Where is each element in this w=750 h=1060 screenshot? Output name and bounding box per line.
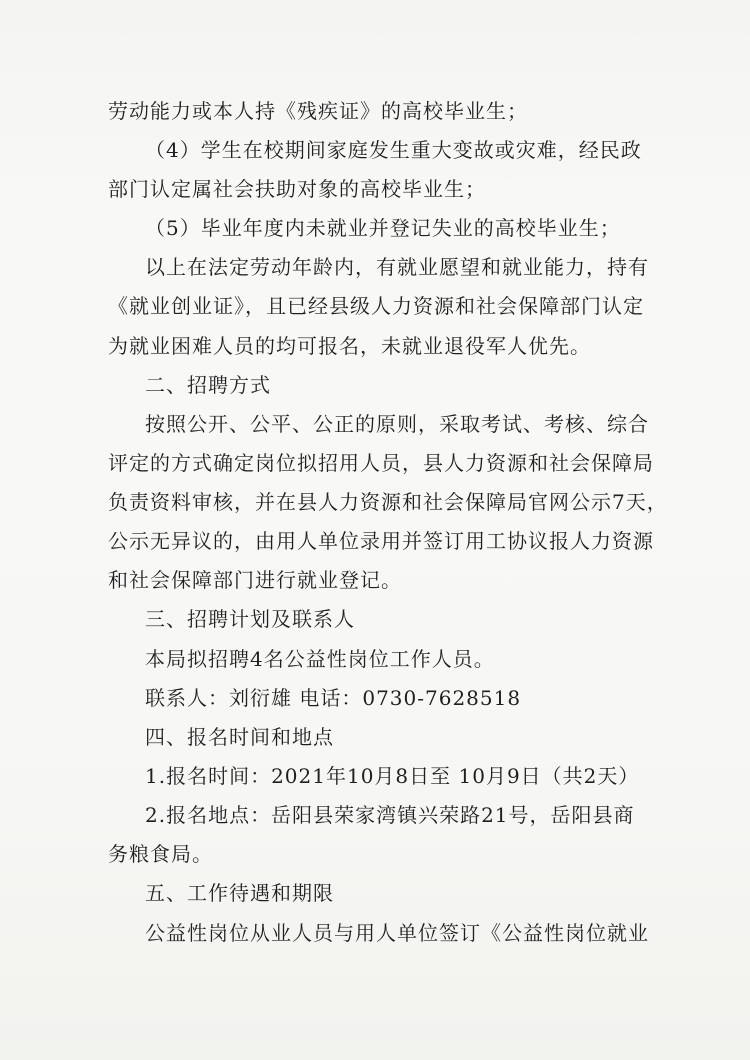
paragraph-line: 本局拟招聘4名公益性岗位工作人员。 xyxy=(145,647,495,671)
list-item-4-line-1: （4）学生在校期间家庭发生重大变故或灾难，经民政 xyxy=(145,138,642,162)
section-heading-registration: 四、报名时间和地点 xyxy=(145,725,334,749)
paragraph-line: 《就业创业证》，且已经县级人力资源和社会保障部门认定 xyxy=(108,294,644,318)
registration-location-line-1: 2.报名地点：岳阳县荣家湾镇兴荣路21号，岳阳县商 xyxy=(145,803,635,827)
registration-location-line-2: 务粮食局。 xyxy=(108,842,213,866)
contact-line: 联系人：刘衍雄 电话：0730-7628518 xyxy=(145,686,522,710)
paragraph-line: 负责资料审核，并在县人力资源和社会保障局官网公示7天， xyxy=(108,490,668,514)
paragraph-line: 按照公开、公平、公正的原则，采取考试、考核、综合 xyxy=(145,412,649,436)
section-heading-treatment-period: 五、工作待遇和期限 xyxy=(145,881,334,905)
list-item-4-line-2: 部门认定属社会扶助对象的高校毕业生； xyxy=(108,177,486,201)
section-heading-recruitment-plan: 三、招聘计划及联系人 xyxy=(145,607,355,631)
paragraph-line: 劳动能力或本人持《残疾证》的高校毕业生； xyxy=(108,99,528,123)
section-heading-recruitment-method: 二、招聘方式 xyxy=(145,373,271,397)
registration-time: 1.报名时间：2021年10月8日至 10月9日（共2天） xyxy=(145,764,640,788)
paragraph-line: 以上在法定劳动年龄内，有就业愿望和就业能力，持有 xyxy=(145,255,649,279)
paragraph-line: 为就业困难人员的均可报名，未就业退役军人优先。 xyxy=(108,334,591,358)
paragraph-line: 和社会保障部门进行就业登记。 xyxy=(108,568,402,592)
paragraph-line: 公益性岗位从业人员与用人单位签订《公益性岗位就业 xyxy=(145,921,649,945)
paragraph-line: 公示无异议的，由用人单位录用并签订用工协议报人力资源 xyxy=(108,529,654,553)
paragraph-line: 评定的方式确定岗位拟招用人员，县人力资源和社会保障局 xyxy=(108,451,654,475)
list-item-5: （5）毕业年度内未就业并登记失业的高校毕业生； xyxy=(145,216,621,240)
